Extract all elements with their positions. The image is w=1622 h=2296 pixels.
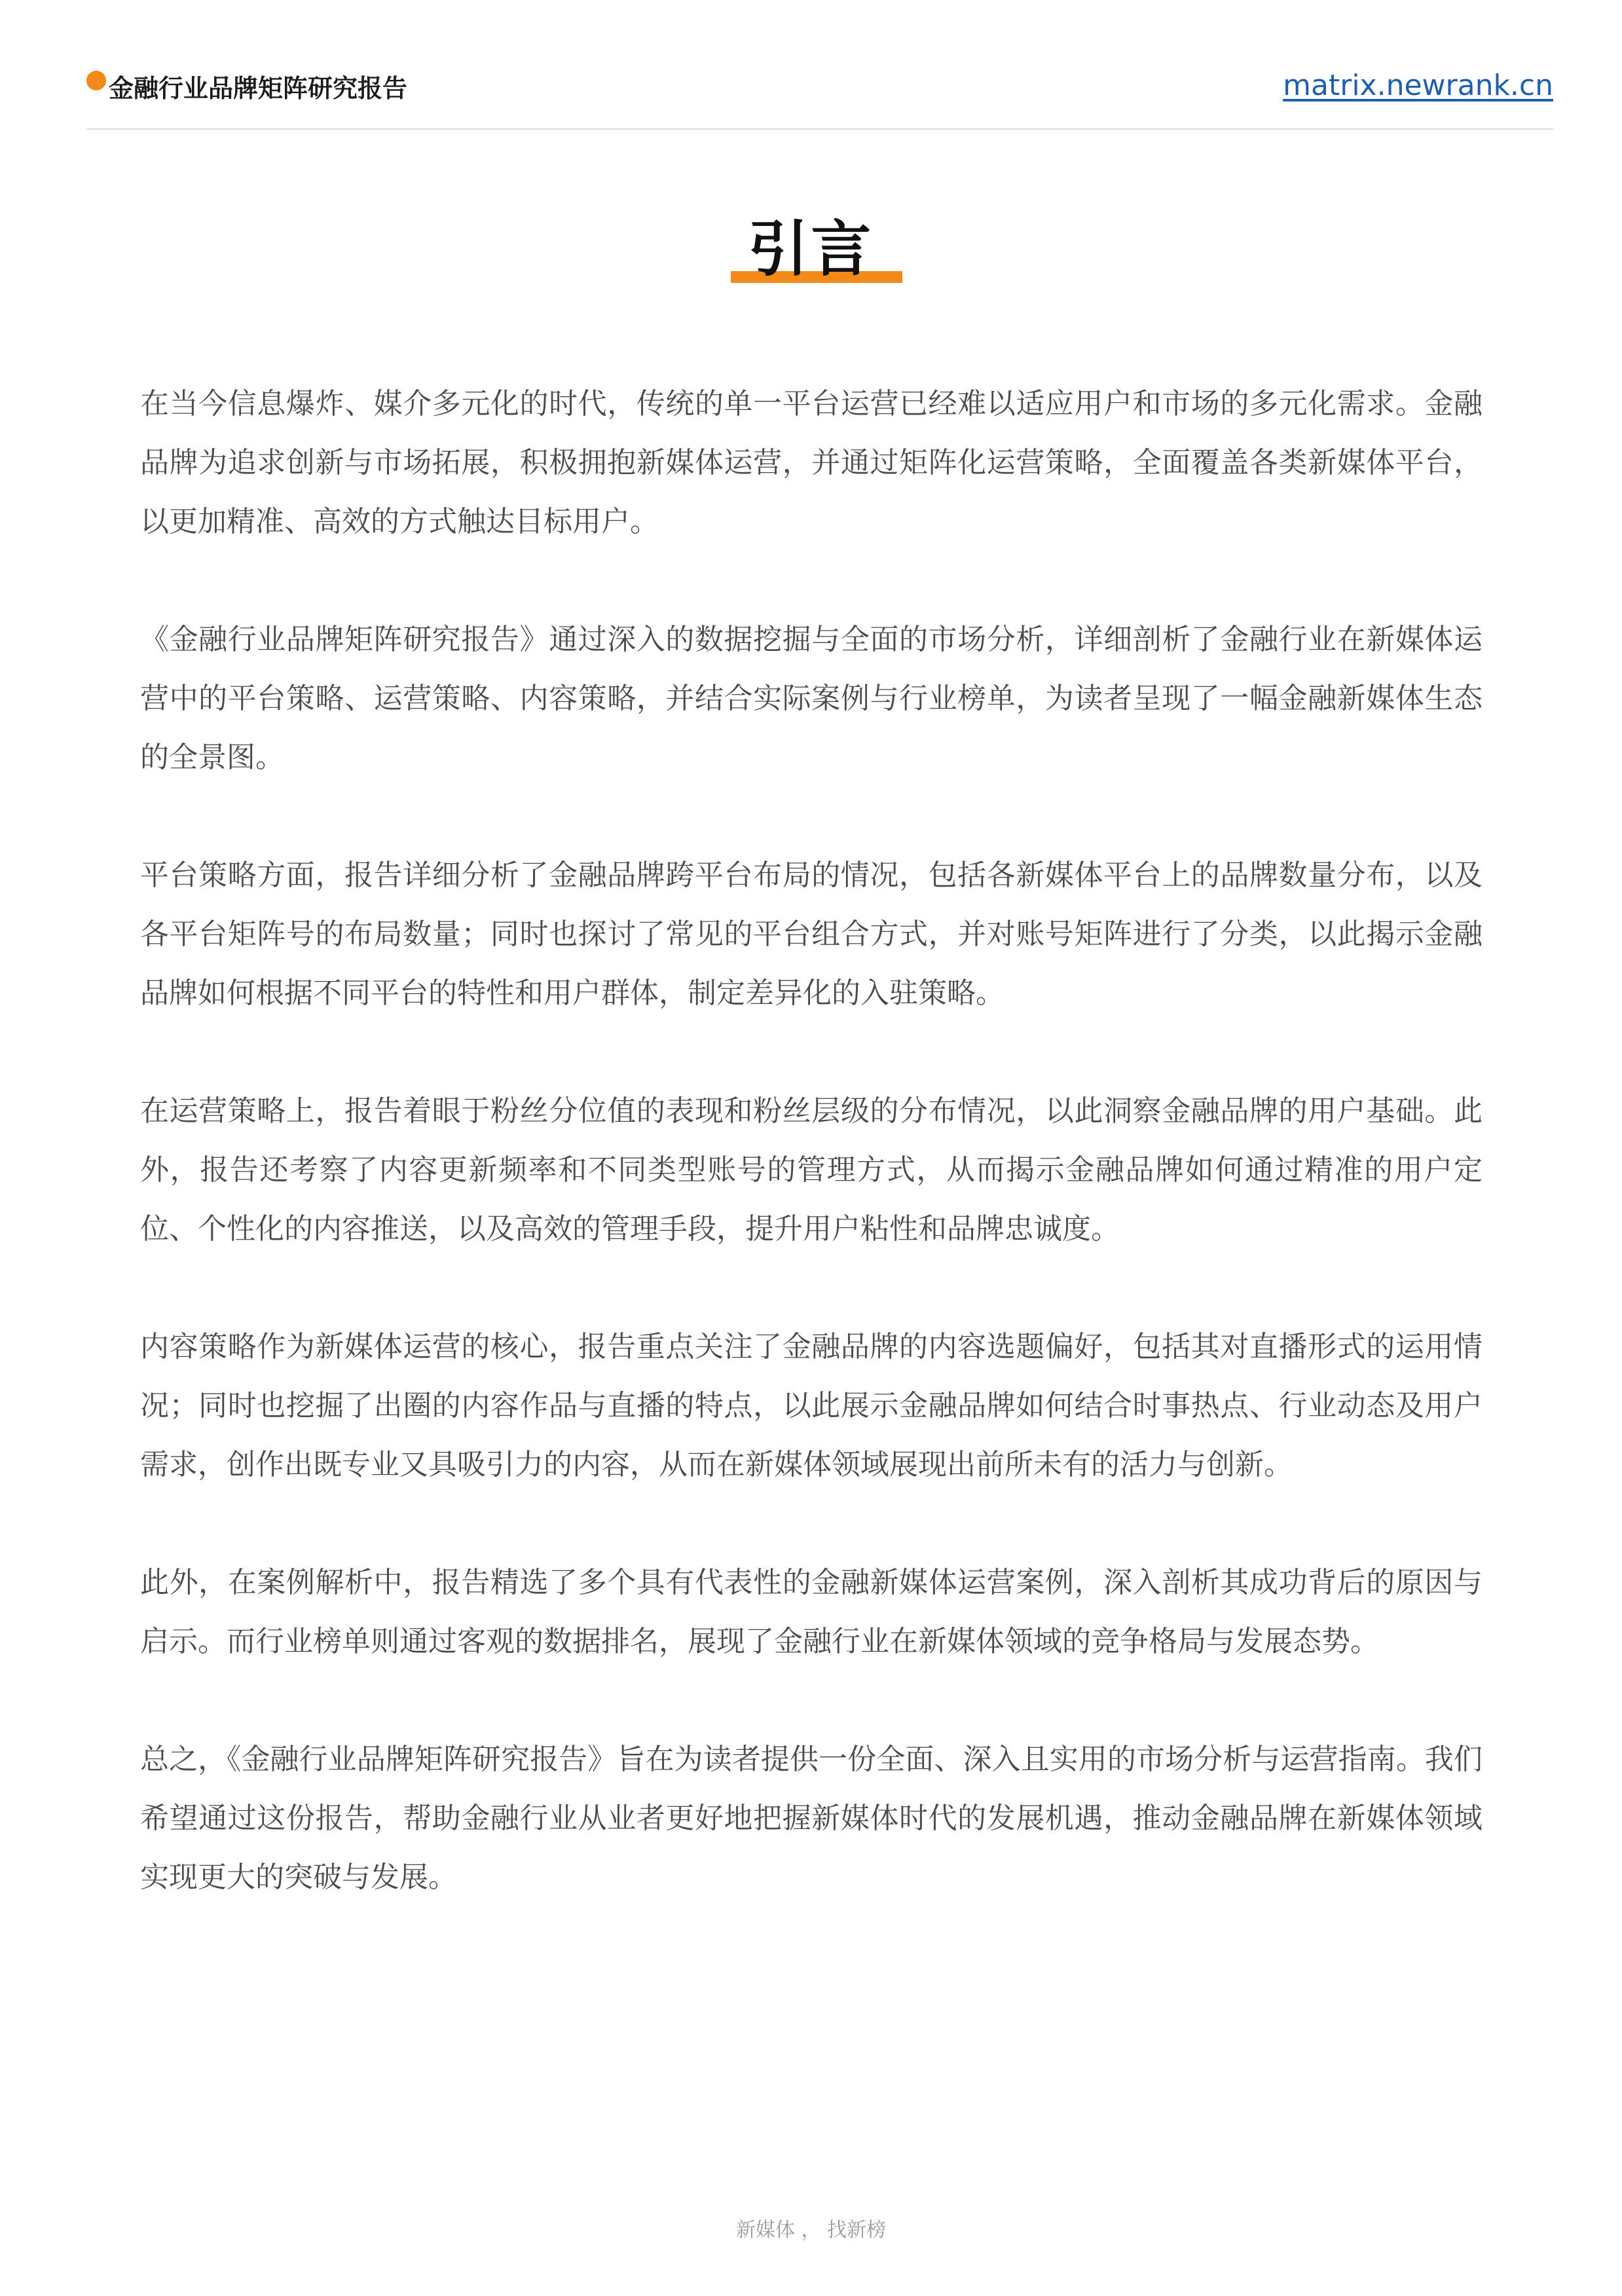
paragraph-6: 此外，在案例解析中，报告精选了多个具有代表性的金融新媒体运营案例，深入剖析其成功背后的原因与启示。而行业榜单则通过客观的数据排名，展现了金融行业在新媒体领域的竞争格局与发展态势。 bbox=[140, 1566, 1483, 1658]
paragraph-2: 《金融行业品牌矩阵研究报告》通过深入的数据挖掘与全面的市场分析，详细剖析了金融行业在新媒体运营中的平台策略、运营策略、内容策略，并结合实际案例与行业榜单，为读者呈现了一幅金融新媒体生态的全景图。 bbox=[140, 623, 1483, 774]
orange-dot-icon bbox=[86, 71, 106, 90]
paragraph-1: 在当今信息爆炸、媒介多元化的时代，传统的单一平台运营已经难以适应用户和市场的多元化需求。金融品牌为追求创新与市场拓展，积极拥抱新媒体运营，并通过矩阵化运营策略，全面覆盖各类新媒体平台，以更加精准、高效的方式触达目标用户。 bbox=[140, 387, 1483, 538]
section-title-block bbox=[0, 213, 1622, 292]
page-title: 引言 bbox=[748, 214, 874, 284]
paragraph-4: 在运营策略上，报告着眼于粉丝分位值的表现和粉丝层级的分布情况，以此洞察金融品牌的用户基础。此外，报告还考察了内容更新频率和不同类型账号的管理方式，从而揭示金融品牌如何通过精准的用户定位、个性化的内容推送，以及高效的管理手段，提升用户粘性和品牌忠诚度。 bbox=[140, 1094, 1483, 1246]
paragraph-3: 平台策略方面，报告详细分析了金融品牌跨平台布局的情况，包括各新媒体平台上的品牌数量分布，以及各平台矩阵号的布局数量；同时也探讨了常见的平台组合方式，并对账号矩阵进行了分类，以此揭示金融品牌如何根据不同平台的特性和用户群体，制定差异化的入驻策略。 bbox=[140, 859, 1483, 1010]
body-content bbox=[140, 375, 1483, 1907]
report-title: 金融行业品牌矩阵研究报告 bbox=[109, 74, 408, 103]
page-header bbox=[86, 63, 1553, 130]
website-link[interactable]: matrix.newrank.cn bbox=[1283, 69, 1553, 102]
page-footer: 新媒体 ， 找新榜 bbox=[735, 2219, 887, 2242]
paragraph-5: 内容策略作为新媒体运营的核心，报告重点关注了金融品牌的内容选题偏好，包括其对直播形式的运用情况；同时也挖掘了出圈的内容作品与直播的特点，以此展示金融品牌如何结合时事热点、行业动态及用户需求，创作出既专业又具吸引力的内容，从而在新媒体领域展现出前所未有的活力与创新。 bbox=[140, 1330, 1483, 1481]
header-divider bbox=[86, 128, 1553, 130]
paragraph-7: 总之，《金融行业品牌矩阵研究报告》旨在为读者提供一份全面、深入且实用的市场分析与运营指南。我们希望通过这份报告，帮助金融行业从业者更好地把握新媒体时代的发展机遇，推动金融品牌在新媒体领域实现更大的突破与发展。 bbox=[140, 1743, 1483, 1894]
